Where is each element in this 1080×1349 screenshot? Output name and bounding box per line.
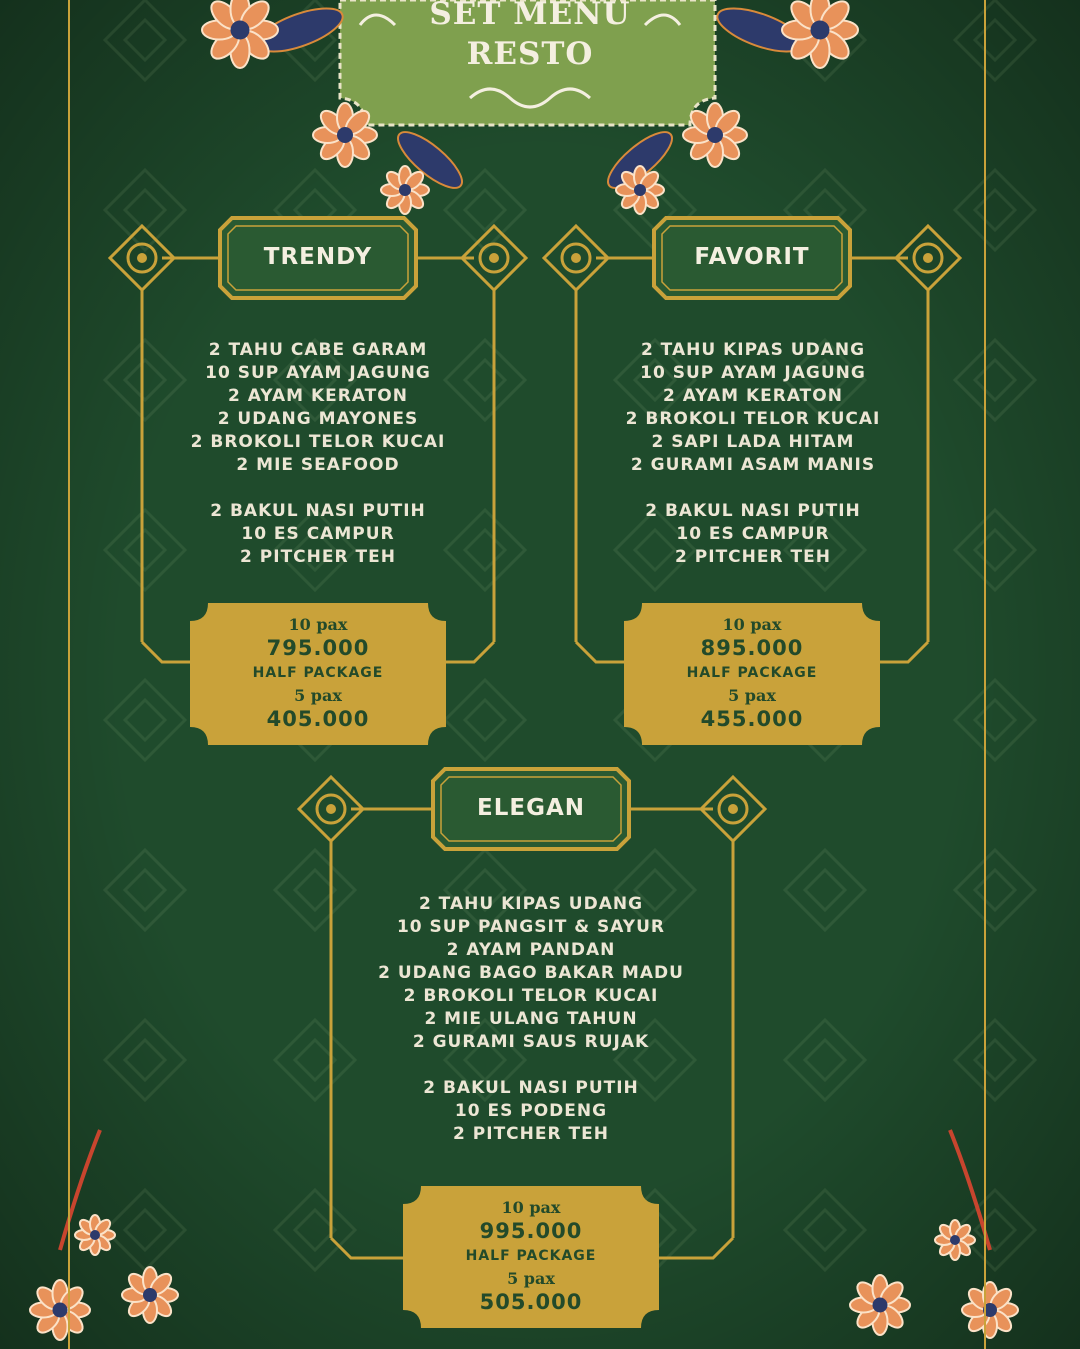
half-pax-label: 5 pax — [294, 686, 342, 705]
flower-center — [53, 1303, 68, 1318]
dish-item: 2 AYAM KERATON — [663, 386, 843, 406]
dish-item: 10 SUP AYAM JAGUNG — [205, 363, 431, 383]
flower-center — [399, 184, 411, 196]
dish-item: 10 SUP AYAM JAGUNG — [640, 363, 866, 383]
extra-item: 2 BAKUL NASI PUTIH — [645, 501, 861, 521]
flower-top-left-2 — [313, 103, 377, 167]
flower-bottom-left-2 — [122, 1267, 178, 1323]
extra-item: 10 ES PODENG — [454, 1101, 608, 1121]
dish-item: 2 BROKOLI TELOR KUCAI — [190, 432, 446, 452]
half-price: 405.000 — [266, 707, 370, 731]
menu-list-trendy — [148, 339, 488, 569]
flower-center — [337, 127, 353, 143]
motif-diamond — [275, 1190, 355, 1270]
motif-diamond — [955, 0, 1035, 80]
dish-item: 2 UDANG MAYONES — [217, 409, 419, 429]
dish-item: 2 BROKOLI TELOR KUCAI — [625, 409, 881, 429]
extra-item: 2 BAKUL NASI PUTIH — [210, 501, 426, 521]
ornament-dot — [923, 253, 933, 263]
half-package-label: HALF PACKAGE — [252, 665, 384, 681]
card-title-trendy: TRENDY — [263, 244, 373, 270]
menu-list-elegan — [340, 893, 722, 1146]
motif-diamond — [955, 680, 1035, 760]
motif-diamond — [955, 1020, 1035, 1100]
flower-top-right-3 — [616, 166, 664, 214]
half-pax-label: 5 pax — [728, 686, 776, 705]
flower-bottom-left — [30, 1280, 90, 1340]
dish-item: 2 TAHU KIPAS UDANG — [418, 894, 644, 914]
extra-item: 2 PITCHER TEH — [675, 547, 831, 567]
motif-diamond — [955, 170, 1035, 250]
motif-diamond — [785, 850, 865, 930]
dish-item: 2 BROKOLI TELOR KUCAI — [403, 986, 659, 1006]
extra-item: 2 PITCHER TEH — [453, 1124, 609, 1144]
frame-right-line — [984, 0, 986, 1349]
flower-top-right — [782, 0, 858, 68]
ornament-dot — [326, 804, 336, 814]
ornament-dot — [728, 804, 738, 814]
card-title-favorit: FAVORIT — [694, 244, 810, 270]
half-package-label: HALF PACKAGE — [465, 1248, 597, 1264]
dish-item: 2 TAHU KIPAS UDANG — [640, 340, 866, 360]
motif-diamond — [445, 680, 525, 760]
flower-bottom-right-2 — [962, 1282, 1018, 1338]
flower-center — [231, 21, 250, 40]
page-title — [345, 0, 715, 74]
half-package-label: HALF PACKAGE — [686, 665, 818, 681]
dish-item: 2 TAHU CABE GARAM — [208, 340, 428, 360]
ornament-dot — [571, 253, 581, 263]
motif-diamond — [105, 0, 185, 80]
card-title-elegan: ELEGAN — [476, 795, 585, 821]
motif-diamond — [785, 1190, 865, 1270]
extra-item: 2 BAKUL NASI PUTIH — [423, 1078, 639, 1098]
flower-center — [950, 1235, 960, 1245]
title-line-2: RESTO — [466, 36, 594, 72]
flower-top-left — [202, 0, 278, 68]
dish-item: 2 MIE SEAFOOD — [236, 455, 400, 475]
dish-item: 2 UDANG BAGO BAKAR MADU — [378, 963, 684, 983]
dish-item: 2 SAPI LADA HITAM — [651, 432, 855, 452]
full-pax-label: 10 pax — [722, 615, 782, 634]
flower-bottom-left-3 — [75, 1215, 115, 1255]
full-pax-label: 10 pax — [501, 1198, 561, 1217]
dish-item: 2 GURAMI ASAM MANIS — [630, 455, 876, 475]
full-price: 895.000 — [700, 636, 804, 660]
full-price: 995.000 — [479, 1219, 583, 1243]
flower-top-right-2 — [683, 103, 747, 167]
half-price: 455.000 — [700, 707, 804, 731]
flower-center — [90, 1230, 100, 1240]
dish-item: 2 MIE ULANG TAHUN — [424, 1009, 638, 1029]
title-line-1: SET MENU — [429, 0, 631, 32]
motif-diamond — [105, 850, 185, 930]
motif-diamond — [105, 170, 185, 250]
extra-item: 10 ES CAMPUR — [676, 524, 830, 544]
dish-item: 2 AYAM KERATON — [228, 386, 408, 406]
price-tag-trendy — [190, 614, 446, 732]
price-tag-favorit — [624, 614, 880, 732]
frame-left-line — [68, 0, 70, 1349]
half-pax-label: 5 pax — [507, 1269, 555, 1288]
motif-diamond — [955, 850, 1035, 930]
extra-item: 2 PITCHER TEH — [240, 547, 396, 567]
motif-diamond — [105, 1190, 185, 1270]
motif-diamond — [955, 340, 1035, 420]
motif-diamond — [955, 510, 1035, 590]
flower-center — [634, 184, 646, 196]
flower-center — [707, 127, 723, 143]
price-tag-elegan — [403, 1197, 659, 1315]
motif-diamond — [785, 1020, 865, 1100]
flower-bottom-right — [850, 1275, 910, 1335]
flower-center — [811, 21, 830, 40]
motif-diamond — [105, 1020, 185, 1100]
ornament-dot — [137, 253, 147, 263]
dish-item: 10 SUP PANGSIT & SAYUR — [396, 917, 666, 937]
motif-diamond — [105, 680, 185, 760]
flower-bottom-right-3 — [935, 1220, 975, 1260]
flower-center — [873, 1298, 888, 1313]
half-price: 505.000 — [479, 1290, 583, 1314]
extra-item: 10 ES CAMPUR — [241, 524, 395, 544]
menu-list-favorit — [582, 339, 924, 569]
dish-item: 2 GURAMI SAUS RUJAK — [412, 1032, 650, 1052]
flower-top-left-3 — [381, 166, 429, 214]
full-price: 795.000 — [266, 636, 370, 660]
full-pax-label: 10 pax — [288, 615, 348, 634]
dish-item: 2 AYAM PANDAN — [446, 940, 616, 960]
ornament-dot — [489, 253, 499, 263]
flower-center — [143, 1288, 157, 1302]
